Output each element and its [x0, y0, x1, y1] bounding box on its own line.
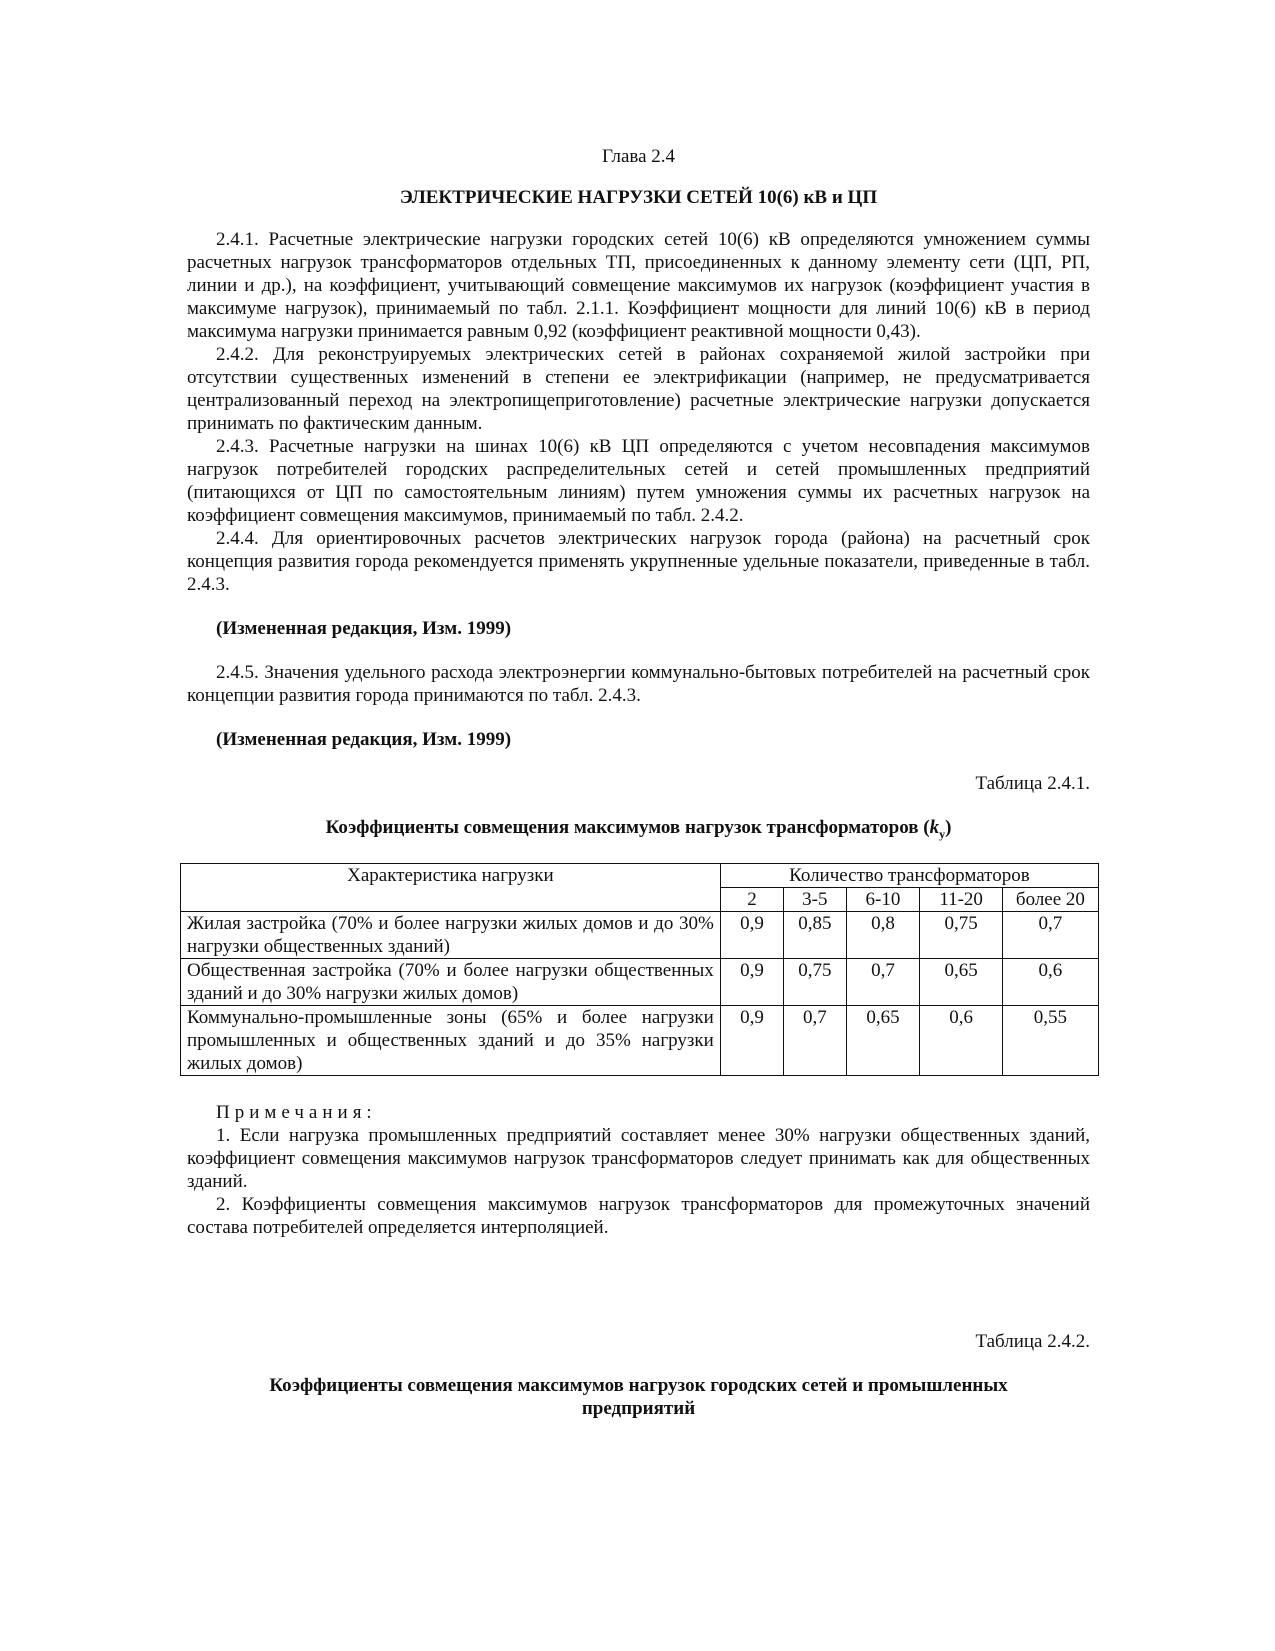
- column-header-characteristic: Характеристика нагрузки: [181, 863, 721, 911]
- table-caption: Таблица 2.4.1.: [975, 773, 1090, 794]
- table-cell: 0,75: [784, 958, 846, 1005]
- table-cell: 0,65: [846, 1005, 920, 1075]
- table-cell: 0,9: [720, 1005, 783, 1075]
- note-item: 1. Если нагрузка промышленных предприятий составляет менее 30% нагрузки общественных зданий, коэффициент совмещения максимумов нагрузок трансформаторов следует принимать как для общественных зданий.: [187, 1124, 1090, 1192]
- table-title: Коэффициенты совмещения максимумов нагрузок городских сетей и промышленных предприятий: [269, 1374, 1008, 1419]
- spacer: [187, 1239, 1090, 1330]
- table-cell: 0,7: [784, 1005, 846, 1075]
- table-title-symbol: k: [929, 817, 940, 838]
- table-caption: Таблица 2.4.2.: [975, 1330, 1090, 1352]
- table-title-text: Коэффициенты совмещения максимумов нагрузок трансформаторов (: [325, 817, 930, 838]
- table-cell: 0,85: [784, 911, 846, 958]
- column-header: 6-10: [846, 887, 920, 911]
- table-cell: 0,7: [846, 958, 920, 1005]
- row-label: Общественная застройка (70% и более нагрузки общественных зданий и до 30% нагрузки жилых домов): [181, 958, 721, 1005]
- table-row: [181, 911, 1099, 958]
- paragraph-2-4-3: 2.4.3. Расчетные нагрузки на шинах 10(6) кВ ЦП определяются с учетом несовпадения максимумов нагрузок потребителей городских распределительных сетей и сетей промышленных предприятий (питающихся от ЦП по самостоятельным линиям) путем умножения суммы их расчетных нагрузок на коэффициент совмещения максимумов, принимаемый по табл. 2.4.2.: [187, 436, 1090, 526]
- table-cell: 0,9: [720, 911, 783, 958]
- table-cell: 0,7: [1002, 911, 1098, 958]
- notes-heading: Примечания:: [216, 1101, 377, 1123]
- table-cell: 0,6: [1002, 958, 1098, 1005]
- table-cell: 0,55: [1002, 1005, 1098, 1075]
- table-cell: 0,9: [720, 958, 783, 1005]
- table-row: [181, 1005, 1099, 1075]
- document-page: [187, 145, 1090, 1420]
- column-header: более 20: [1002, 887, 1098, 911]
- paragraph-2-4-2: 2.4.2. Для реконструируемых электрических сетей в районах сохраняемой жилой застройки при отсутствии существенных изменений в степени ее электрификации (например, не предусматривается централизованный переход на электропищеприготовление) расчетные электрические нагрузки допускается принимать по фактическим данным.: [187, 344, 1090, 434]
- table-title-subscript: у: [939, 826, 946, 841]
- paragraph-2-4-5: 2.4.5. Значения удельного расхода электроэнергии коммунально-бытовых потребителей на расчетный срок концепции развития города принимаются по табл. 2.4.3.: [187, 662, 1090, 706]
- coefficients-table: [180, 863, 1099, 1076]
- table-cell: 0,65: [920, 958, 1002, 1005]
- table-row: [181, 958, 1099, 1005]
- column-header-group: Количество трансформаторов: [720, 863, 1098, 887]
- chapter-heading: Глава 2.4: [601, 146, 676, 167]
- table-cell: 0,8: [846, 911, 920, 958]
- amendment-note: (Измененная редакция, Изм. 1999): [216, 729, 512, 750]
- table-title: [187, 816, 1090, 846]
- row-label: Коммунально-промышленные зоны (65% и более нагрузки промышленных и общественных зданий и до 35% нагрузки жилых домов): [181, 1005, 721, 1075]
- amendment-note: (Измененная редакция, Изм. 1999): [216, 618, 512, 639]
- paragraph-2-4-1: 2.4.1. Расчетные электрические нагрузки городских сетей 10(6) кВ определяются умножением суммы расчетных нагрузок трансформаторов отдельных ТП, присоединенных к данному элементу сети (ЦП, РП, линии и др.), на коэффициент, учитывающий совмещение максимумов их нагрузок (коэффициент участия в максимуме нагрузок), принимаемый по табл. 2.1.1. Коэффициент мощности для линий 10(6) кВ в период максимума нагрузки принимается равным 0,92 (коэффициент реактивной мощности 0,43).: [187, 229, 1090, 342]
- table-header-row: [181, 863, 1099, 887]
- section-title: ЭЛЕКТРИЧЕСКИЕ НАГРУЗКИ СЕТЕЙ 10(6) кВ и ЦП: [399, 187, 878, 208]
- column-header: 2: [720, 887, 783, 911]
- paragraph-2-4-4: 2.4.4. Для ориентировочных расчетов электрических нагрузок города (района) на расчетный срок концепция развития города рекомендуется применять укрупненные удельные показатели, приведенные в табл. 2.4.3.: [187, 528, 1090, 595]
- table-cell: 0,6: [920, 1005, 1002, 1075]
- table-cell: 0,75: [920, 911, 1002, 958]
- column-header: 11-20: [920, 887, 1002, 911]
- column-header: 3-5: [784, 887, 846, 911]
- table-title-end: ): [945, 817, 952, 838]
- row-label: Жилая застройка (70% и более нагрузки жилых домов и до 30% нагрузки общественных зданий): [181, 911, 721, 958]
- note-item: 2. Коэффициенты совмещения максимумов нагрузок трансформаторов для промежуточных значений состава потребителей определяется интерполяцией.: [187, 1193, 1090, 1238]
